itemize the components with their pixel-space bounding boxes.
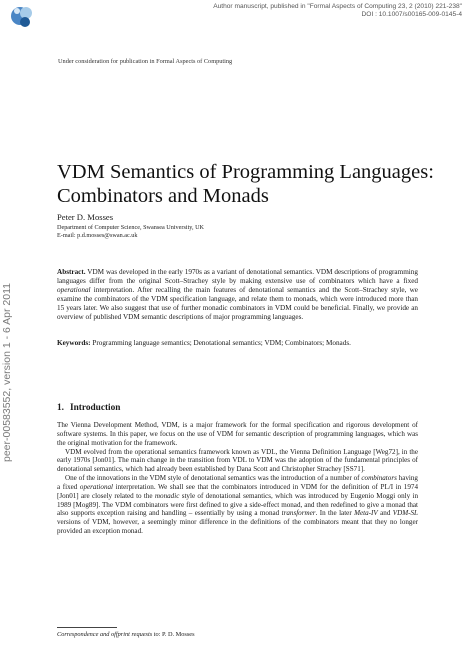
consideration-note: Under consideration for publication in Formal Aspects of Computing <box>58 58 233 65</box>
hal-logo <box>9 4 37 32</box>
intro-body <box>57 421 418 536</box>
footnote <box>57 631 195 638</box>
abstract-emph: operational <box>57 286 91 295</box>
p3-text: One of the innovations in the VDM style of denotational semantics was the introduction of a number of <box>65 474 362 483</box>
footnote-label: Correspondence and offprint requests to <box>57 631 159 638</box>
section-heading <box>57 403 120 413</box>
keywords <box>57 339 418 348</box>
abstract <box>57 268 418 323</box>
doi-line: DOI : 10.1007/s00165-009-0145-4 <box>361 11 462 19</box>
p3-text: having a fixed <box>57 474 418 491</box>
keywords-label: Keywords: <box>57 339 91 347</box>
publication-header <box>213 3 462 19</box>
intro-paragraph-3 <box>57 474 418 536</box>
author-name: Peter D. Mosses <box>57 212 114 222</box>
p3-text: . In the later <box>315 509 355 518</box>
publication-line: Author manuscript, published in "Formal Aspects of Computing 23, 2 (2010) 221-238" <box>213 3 462 10</box>
affiliation-email: E-mail: p.d.mosses@swan.ac.uk <box>57 231 138 239</box>
footnote-text: : P. D. Mosses <box>158 631 195 638</box>
p3-emph: combinators <box>361 474 397 483</box>
section-number: 1. <box>57 403 64 413</box>
keywords-text: Programming language semantics; Denotational semantics; VDM; Combinators; Monads. <box>90 339 351 347</box>
p3-text: interpretation. We shall see that the combinators introduced in VDM for the definition of PL/I in 1974 [Jon01] are closely related to the <box>57 482 418 500</box>
p3-emph: monadic <box>154 491 180 500</box>
affiliation <box>57 224 204 240</box>
p3-text: versions of VDM, however, a seemingly minor difference in the definitions of the combinators meant that they no longer provided an exception monad. <box>57 518 418 536</box>
abstract-text-a: VDM was developed in the early 1970s as a variant of denotational semantics. VDM descriptions of programming languages differ from the original Scott–Strachey style by making extensive use of combinators which have a fixed <box>57 268 418 286</box>
section-title: Introduction <box>69 403 121 413</box>
paper-title: VDM Semantics of Programming Languages: Combinators and Monads <box>57 161 434 207</box>
p3-emph: VDM-SL <box>392 509 418 518</box>
intro-paragraph-1: The Vienna Development Method, VDM, is a major framework for the formal specification and rigorous development of software systems. In this paper, we focus on the use of VDM for semantic description of programming languages, which was the original motivation for the framework. <box>57 421 418 447</box>
p3-emph: transformer <box>281 509 316 518</box>
p3-text: and <box>377 509 393 518</box>
p3-emph: Meta-IV <box>354 509 378 518</box>
intro-paragraph-2: VDM evolved from the operational semantics framework known as VDL, the Vienna Definition Language [Weg72], in the early 1970s [Jon01]. The main change in the transition from VDL to VDM was the adoption of the fundamental principles of denotational semantics, which had already been established by Dana Scott and Christopher Strachey [SS71]. <box>57 447 418 474</box>
archive-side-label: peer-00583552, version 1 - 6 Apr 2011 <box>1 282 13 462</box>
p3-text: style of denotational semantics, which was introduced by Eugenio Moggi only in 1989 [Mog89]. The VDM combinators were first defined to give a side-effect monad, and then redefined to give a monad that also supports exception raising and handling – essentially by using a monad <box>57 491 418 518</box>
affiliation-dept: Department of Computer Science, Swansea University, UK <box>57 224 205 231</box>
footnote-rule <box>57 627 117 628</box>
abstract-label: Abstract. <box>57 268 86 276</box>
p3-emph: operational <box>79 482 114 491</box>
abstract-text-b: interpretation. After recalling the main features of denotational semantics and the Scott–Strachey style, we examine the combinators of the VDM specification language, and relate them to monads, which were introduced more than 15 years later. We also suggest that use of further monadic combinators in VDM could be beneficial. Finally, we provide an overview of published VDM semantic descriptions of major programming languages. <box>57 286 418 322</box>
